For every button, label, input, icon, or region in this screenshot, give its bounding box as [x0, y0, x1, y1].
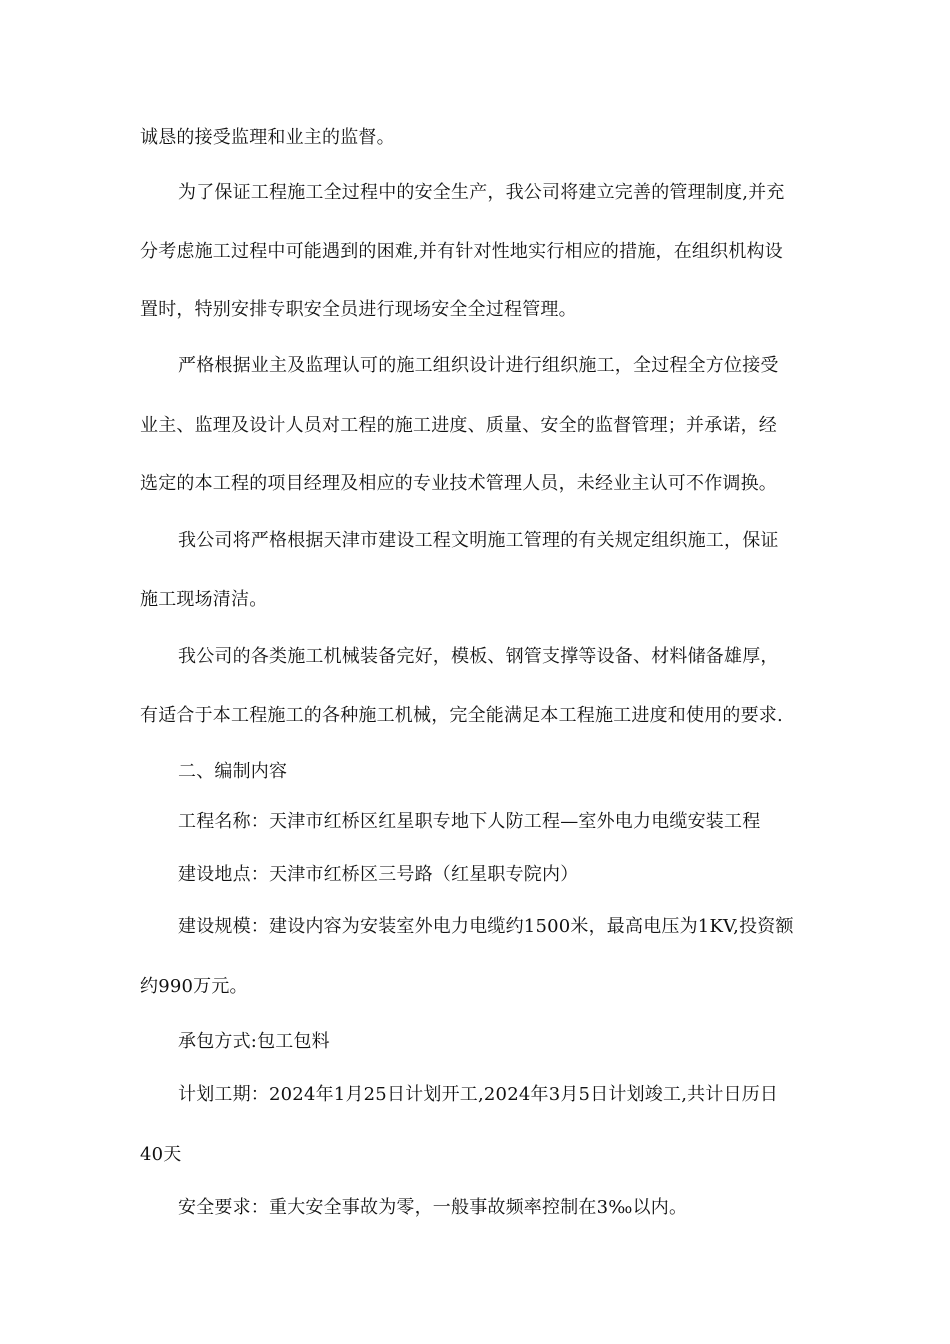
project-scale-line-cont: 约990万元。 — [140, 976, 248, 997]
schedule-line-cont: 40天 — [140, 1144, 182, 1165]
section-heading: 二、编制内容 — [178, 761, 288, 782]
schedule-line: 计划工期：2024年1月25日计划开工,2024年3月5日计划竣工,共计日历日 — [178, 1084, 779, 1105]
paragraph-line-1: 诚恳的接受监理和业主的监督。 — [140, 127, 395, 148]
paragraph-line-9: 施工现场清洁。 — [140, 589, 268, 610]
contract-mode-line: 承包方式:包工包料 — [178, 1031, 330, 1052]
safety-requirement-line: 安全要求：重大安全事故为零，一般事故频率控制在3‰以内。 — [178, 1197, 688, 1218]
paragraph-line-2: 为了保证工程施工全过程中的安全生产，我公司将建立完善的管理制度,并充 — [178, 182, 785, 203]
paragraph-line-8: 我公司将严格根据天津市建设工程文明施工管理的有关规定组织施工，保证 — [178, 530, 779, 551]
paragraph-line-3: 分考虑施工过程中可能遇到的困难,并有针对性地实行相应的措施，在组织机构设 — [140, 241, 783, 262]
paragraph-line-6: 业主、监理及设计人员对工程的施工进度、质量、安全的监督管理；并承诺，经 — [140, 415, 777, 436]
paragraph-line-7: 选定的本工程的项目经理及相应的专业技术管理人员，未经业主认可不作调换。 — [140, 473, 777, 494]
project-location-line: 建设地点：天津市红桥区三号路（红星职专院内） — [178, 864, 579, 885]
paragraph-line-11: 有适合于本工程施工的各种施工机械，完全能满足本工程施工进度和使用的要求. — [140, 705, 783, 726]
paragraph-line-5: 严格根据业主及监理认可的施工组织设计进行组织施工，全过程全方位接受 — [178, 355, 779, 376]
paragraph-line-4: 置时，特别安排专职安全员进行现场安全全过程管理。 — [140, 299, 577, 320]
project-scale-line: 建设规模：建设内容为安装室外电力电缆约1500米，最高电压为1KV,投资额 — [178, 916, 794, 937]
project-name-line: 工程名称：天津市红桥区红星职专地下人防工程—室外电力电缆安装工程 — [178, 811, 761, 832]
paragraph-line-10: 我公司的各类施工机械装备完好，模板、钢管支撑等设备、材料储备雄厚， — [178, 646, 779, 667]
